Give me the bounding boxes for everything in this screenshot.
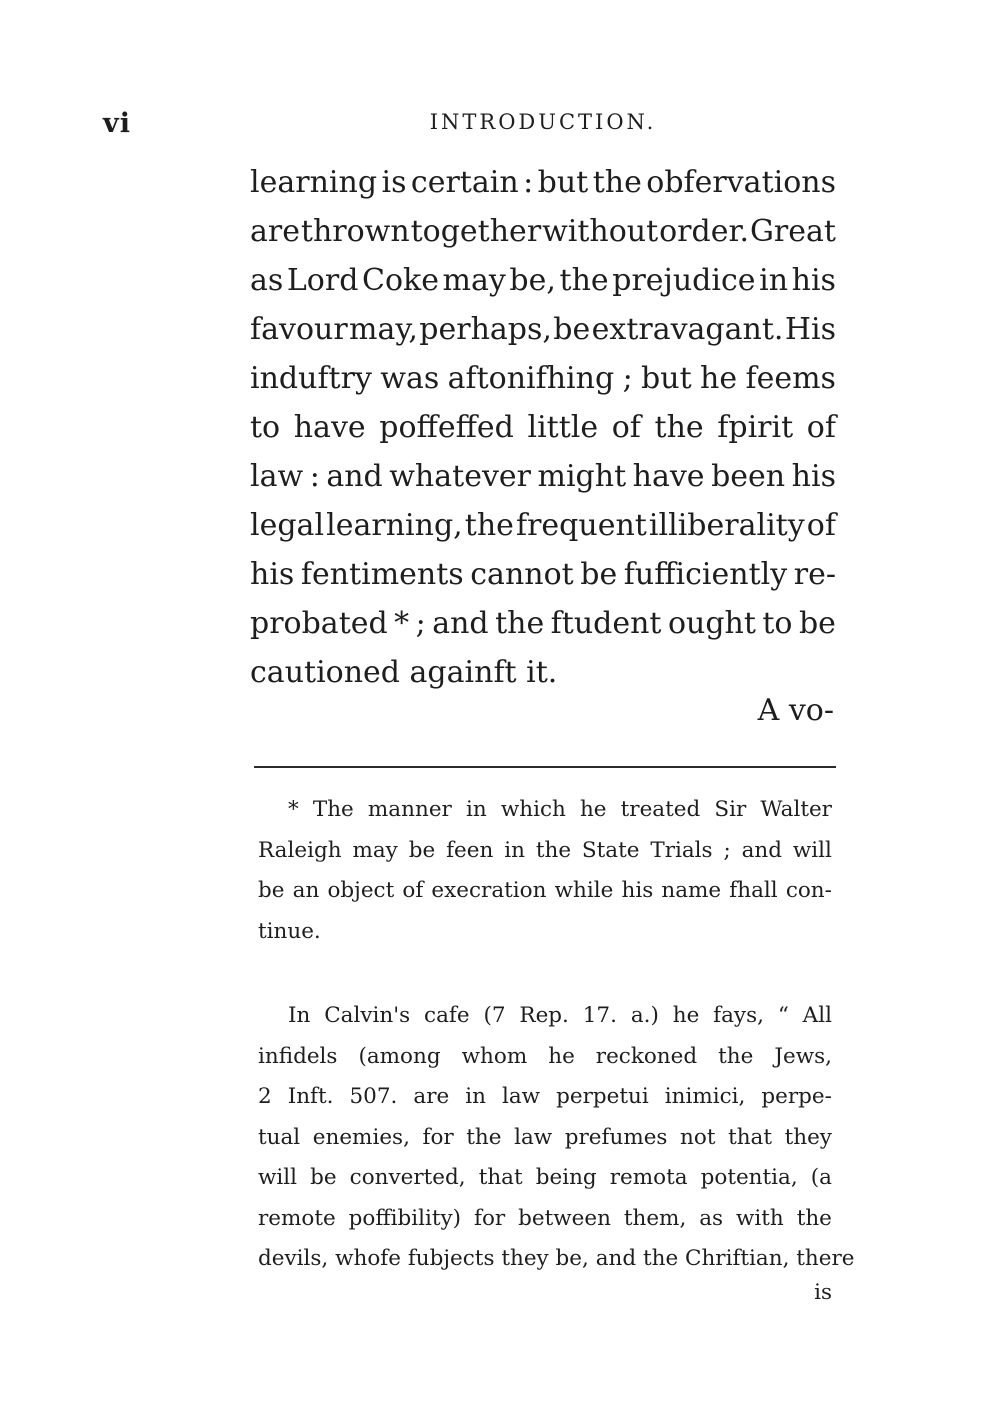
body-text-line [250, 599, 836, 648]
word: a.) [630, 1003, 659, 1028]
footnote-first-line [258, 790, 832, 831]
word: in [504, 837, 525, 863]
word: in [759, 263, 789, 298]
word: with [735, 1205, 784, 1231]
word: perpe- [761, 1084, 832, 1109]
footnote-second [258, 996, 855, 1280]
word: to [762, 606, 793, 641]
word: little [527, 410, 599, 445]
word: Lord [286, 263, 359, 298]
word: name [661, 878, 722, 903]
word: thrown [300, 214, 410, 249]
catchword: A vo- [757, 693, 834, 728]
word: which [500, 797, 566, 822]
word: of [611, 410, 641, 445]
footnote-first-line [258, 871, 832, 912]
body-text-line [250, 305, 836, 354]
word: have [632, 459, 705, 494]
word: Sir [714, 797, 747, 822]
word: poffibility) [348, 1205, 462, 1231]
word: illiberality [648, 508, 805, 543]
footnote-second-line [258, 1158, 832, 1199]
word: Jews, [774, 1043, 832, 1069]
word: will [792, 837, 832, 863]
word: may [352, 837, 398, 863]
word: order. [659, 214, 750, 249]
word: whatever [389, 459, 531, 494]
word: re- [793, 557, 836, 592]
word: execration [431, 878, 547, 903]
word: is [381, 165, 407, 200]
word: converted, [349, 1165, 466, 1190]
word: tual [258, 1124, 301, 1150]
word: are [250, 214, 300, 249]
word: feems [745, 361, 836, 396]
word: Calvin's [324, 1003, 411, 1028]
word: of [806, 410, 836, 445]
word: “ [777, 1003, 789, 1028]
word: the [592, 165, 642, 200]
word: been [711, 459, 786, 494]
word: In [288, 1003, 311, 1028]
word: in [465, 797, 487, 822]
word: and [595, 1246, 643, 1271]
word: and [326, 459, 383, 494]
word: will [258, 1165, 298, 1190]
word: (7 [483, 1003, 506, 1028]
word: ; [622, 361, 633, 396]
word: Great [749, 214, 836, 249]
footnote-second-line [258, 1118, 832, 1159]
page-number: vi [103, 108, 131, 139]
word: they [784, 1124, 832, 1150]
word: poffeffed [379, 410, 514, 445]
word: together [410, 214, 542, 249]
footnote-first [258, 790, 832, 952]
word: obfervations [646, 165, 836, 200]
word: 507. [349, 1084, 398, 1109]
word: remote [258, 1205, 336, 1231]
word: reckoned [595, 1043, 698, 1069]
word: manner [367, 797, 452, 822]
word: ftudent [550, 606, 662, 641]
word: of [402, 878, 424, 903]
word: fpirit [717, 410, 794, 445]
running-head: INTRODUCTION. [429, 110, 657, 134]
word: learning, [326, 508, 463, 543]
word: his [791, 459, 836, 494]
word: was [380, 361, 440, 396]
word: State [581, 837, 640, 863]
word: prejudice [612, 263, 756, 298]
word: frequent [515, 508, 647, 543]
word: that [728, 1124, 773, 1150]
word: devils, [258, 1246, 336, 1271]
word: while [554, 878, 614, 903]
word: the [464, 508, 514, 543]
word: be [798, 606, 836, 641]
word: potentia, [700, 1165, 798, 1190]
word: that [478, 1165, 523, 1190]
footnote-second-line [258, 1037, 832, 1078]
body-text-line [250, 648, 836, 697]
word: but [641, 361, 692, 396]
word: may, [349, 312, 418, 347]
word: be, [555, 1246, 596, 1271]
word: are [413, 1084, 450, 1109]
word: there [796, 1246, 855, 1271]
word: be [408, 837, 436, 863]
word: remota [609, 1165, 688, 1190]
body-text-line [250, 501, 836, 550]
body-text-line [250, 550, 836, 599]
word: : [309, 459, 320, 494]
word: and [432, 606, 489, 641]
word: : [523, 165, 534, 200]
word: Raleigh [258, 837, 342, 863]
word: the [718, 1043, 754, 1069]
word: inimici, [664, 1084, 746, 1109]
word: cannot [470, 557, 574, 592]
word: be [553, 312, 591, 347]
word: ; [723, 837, 731, 863]
word: the [535, 837, 572, 863]
word: whofe [335, 1246, 408, 1271]
word: an [292, 878, 320, 903]
footnote-second-line [258, 1199, 832, 1240]
word: induftry [250, 361, 372, 396]
word: he [700, 361, 738, 396]
word: ; [415, 606, 426, 641]
body-text-line [250, 207, 836, 256]
word: of [806, 508, 836, 543]
word: the [796, 1205, 832, 1231]
word: probated [250, 606, 388, 641]
word: he [672, 1003, 700, 1028]
word: may [442, 263, 506, 298]
word: the [559, 263, 609, 298]
word: not [680, 1124, 716, 1150]
word: (a [810, 1165, 832, 1190]
word: enemies, [312, 1124, 410, 1150]
word: His [784, 312, 836, 347]
word: the [466, 1124, 502, 1150]
body-text-line [250, 354, 836, 403]
body-text-line [250, 452, 836, 501]
word: in [465, 1084, 486, 1109]
footnote-second-line [258, 996, 832, 1037]
word: be [258, 878, 285, 903]
word: they [501, 1246, 556, 1271]
word: and [741, 837, 783, 863]
word: feen [446, 837, 494, 863]
word: for [422, 1124, 454, 1150]
word: The [312, 797, 354, 822]
footnote-first-line [258, 831, 832, 872]
word: but [537, 165, 589, 200]
word: favour [250, 312, 348, 347]
word: without [542, 214, 659, 249]
word: have [293, 410, 366, 445]
word: be [580, 557, 618, 592]
footnote-catchword: is [814, 1280, 832, 1305]
word: certain [410, 165, 519, 200]
word: cafe [424, 1003, 470, 1028]
word: he [548, 1043, 575, 1069]
word: as [699, 1205, 724, 1231]
word: law [501, 1084, 541, 1109]
word: the [654, 410, 704, 445]
word: 2 [258, 1084, 272, 1109]
word: perhaps, [419, 312, 552, 347]
word: to [250, 410, 281, 445]
word: between [518, 1205, 611, 1231]
word: be, [509, 263, 556, 298]
word: Trials [650, 837, 713, 863]
main-text [250, 158, 836, 697]
word: fubjects [407, 1246, 502, 1271]
word: fays, [713, 1003, 764, 1028]
word: Chriftian, [685, 1246, 797, 1271]
word: law [250, 459, 304, 494]
word: * [394, 606, 410, 641]
body-text-line [250, 158, 836, 207]
word: All [802, 1003, 832, 1028]
word: infidels [258, 1043, 338, 1069]
word: object [327, 878, 395, 903]
word: his [791, 263, 836, 298]
word: whom [461, 1043, 528, 1069]
footnote-rule [254, 766, 836, 768]
word: Inft. [287, 1084, 334, 1109]
word: his [621, 878, 654, 903]
word: Rep. [519, 1003, 569, 1028]
word: them, [623, 1205, 687, 1231]
word: he [579, 797, 607, 822]
word: extravagant. [591, 312, 784, 347]
word: tinue. [258, 918, 321, 944]
footnote-second-line [258, 1239, 855, 1280]
word: * [288, 797, 299, 822]
word: Coke [362, 263, 439, 298]
word: legal [250, 508, 325, 543]
word: his [250, 557, 295, 592]
word: be [310, 1165, 337, 1190]
body-text-line [250, 256, 836, 305]
footnote-first-line [258, 912, 832, 953]
word: it. [526, 655, 558, 690]
word: fufficiently [623, 557, 788, 592]
word: the [495, 606, 545, 641]
word: treated [620, 797, 701, 822]
word: cautioned [250, 655, 410, 690]
word: ought [667, 606, 756, 641]
word: againft [409, 655, 527, 690]
word: fentiments [300, 557, 464, 592]
word: might [537, 459, 627, 494]
word: being [535, 1165, 597, 1190]
footnotes [258, 790, 855, 1280]
body-text-line [250, 403, 836, 452]
word: for [473, 1205, 506, 1231]
footnote-second-line [258, 1077, 832, 1118]
word: law [514, 1124, 553, 1150]
word: aftonifhing [447, 361, 615, 396]
word: as [250, 263, 284, 298]
word: 17. [582, 1003, 617, 1028]
word: (among [358, 1043, 441, 1069]
word: learning [250, 165, 378, 200]
word: fhall [729, 878, 778, 903]
word: con- [785, 878, 832, 903]
word: prefumes [564, 1124, 668, 1150]
word: perpetui [556, 1084, 649, 1109]
word: Walter [760, 797, 832, 822]
word: the [642, 1246, 685, 1271]
